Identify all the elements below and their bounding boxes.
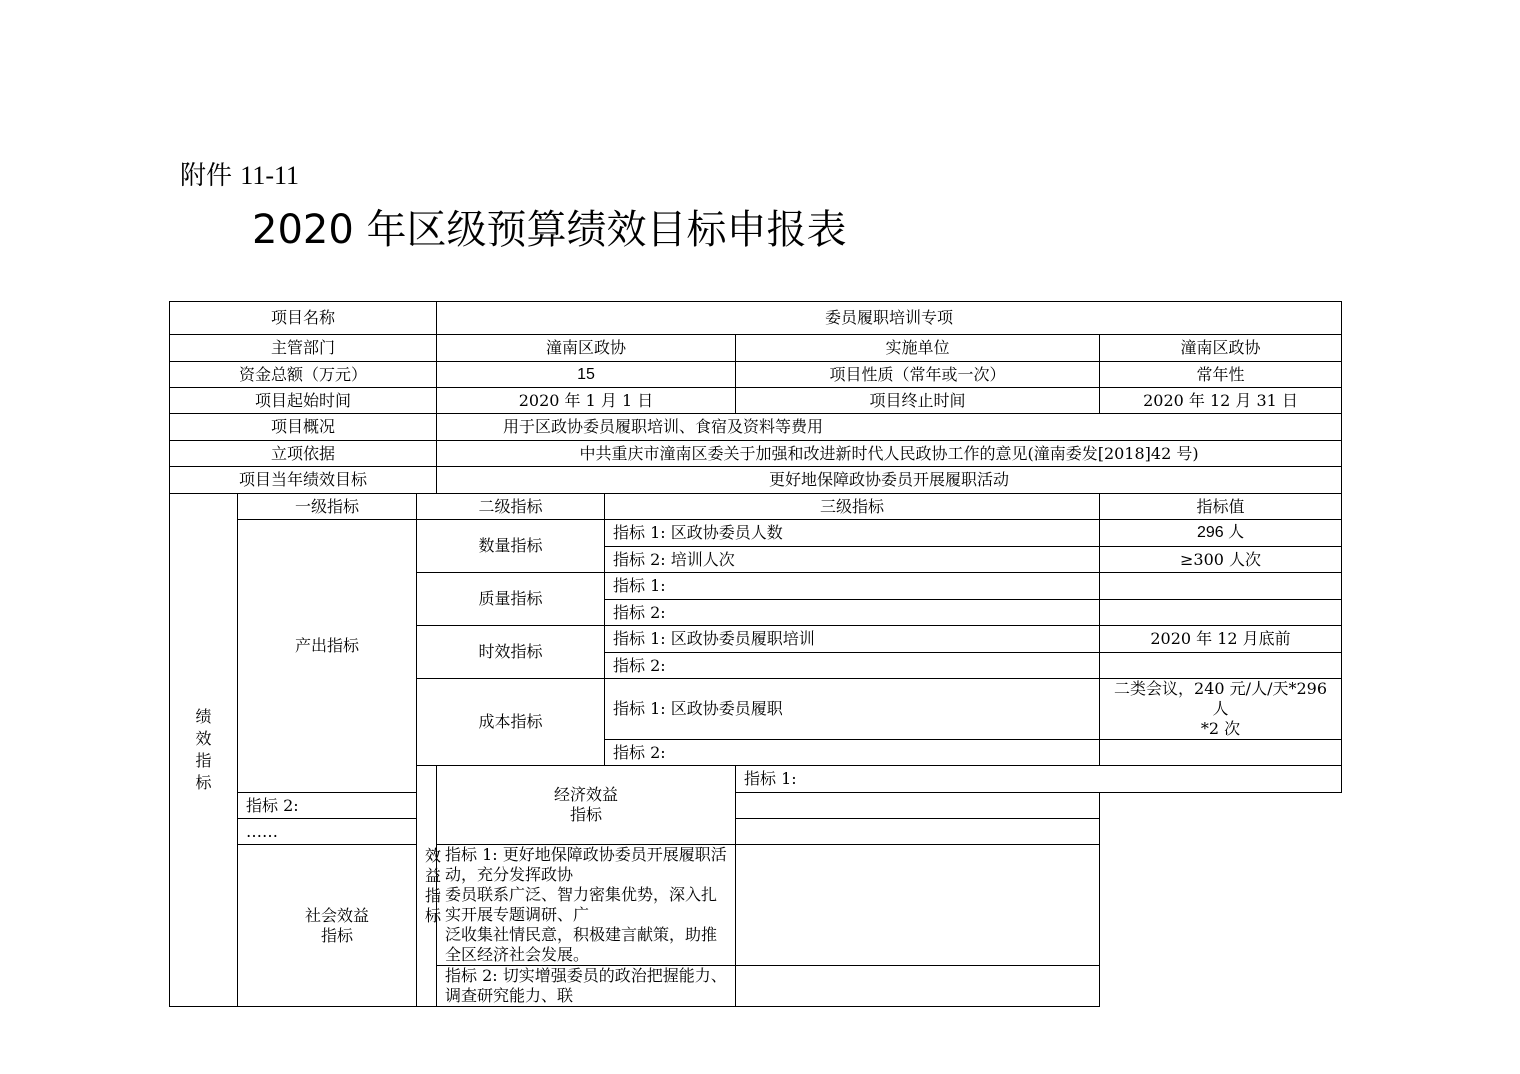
dept-label: 主管部门 (170, 335, 437, 362)
quality-indicator-1-value (1100, 573, 1342, 600)
attachment-number: 11-11 (240, 161, 300, 190)
economic-indicator-more-value (736, 819, 1100, 845)
row-indicator-header (170, 494, 1342, 520)
benefit-indicator-label: 效益指标 (417, 766, 437, 1007)
cost-indicator-1: 指标 1: 区政协委员履职 (605, 679, 1100, 740)
cost-value-line1: 二类会议，240 元/人/天*296 人 (1114, 679, 1327, 718)
start-value: 2020 年 1 月 1 日 (437, 388, 736, 414)
economic-indicator-2: 指标 2: (238, 793, 437, 819)
fund-value: 15 (437, 362, 736, 388)
quality-indicator-2-value (1100, 600, 1342, 626)
goal-label: 项目当年绩效目标 (170, 467, 437, 494)
quality-indicator-2: 指标 2: (605, 600, 1100, 626)
timeliness-indicator-1: 指标 1: 区政协委员履职培训 (605, 626, 1100, 653)
col-level1-header: 一级指标 (238, 494, 417, 520)
quantity-indicator-label: 数量指标 (417, 520, 605, 573)
overview-value: 用于区政协委员履职培训、食宿及资料等费用 (437, 414, 1342, 441)
row-basis (170, 441, 1342, 467)
social-indicator-label (238, 845, 437, 1007)
goal-value: 更好地保障政协委员开展履职活动 (437, 467, 1342, 494)
overview-label: 项目概况 (170, 414, 437, 441)
quantity-indicator-2: 指标 2: 培训人次 (605, 547, 1100, 573)
row-fund (170, 362, 1342, 388)
economic-indicator-more: …… (238, 819, 437, 845)
quantity-indicator-1-value: 296 人 (1100, 520, 1342, 547)
economic-indicator-2-value (736, 793, 1100, 819)
social-indicator-2: 指标 2: 切实增强委员的政治把握能力、调查研究能力、联 (437, 966, 736, 1007)
attachment-prefix: 附件 (180, 161, 233, 191)
row-economic-2 (170, 793, 1342, 819)
attachment-label (180, 155, 299, 192)
col-level2-header: 二级指标 (417, 494, 605, 520)
economic-label-line2: 指标 (570, 805, 603, 824)
project-name-value: 委员履职培训专项 (437, 302, 1342, 335)
col-value-header: 指标值 (1100, 494, 1342, 520)
timeliness-indicator-label: 时效指标 (417, 626, 605, 679)
row-quantity-1 (170, 520, 1342, 547)
timeliness-indicator-2: 指标 2: (605, 653, 1100, 679)
row-goal (170, 467, 1342, 494)
cost-indicator-2: 指标 2: (605, 740, 1100, 766)
timeliness-indicator-1-value: 2020 年 12 月底前 (1100, 626, 1342, 653)
row-economic-more (170, 819, 1342, 845)
quantity-indicator-2-value: ≥300 人次 (1100, 547, 1342, 573)
timeliness-indicator-2-value (1100, 653, 1342, 679)
row-department (170, 335, 1342, 362)
quality-indicator-1: 指标 1: (605, 573, 1100, 600)
row-period (170, 388, 1342, 414)
cost-indicator-1-value (1100, 679, 1342, 740)
basis-label: 立项依据 (170, 441, 437, 467)
economic-indicator-1: 指标 1: (736, 766, 1342, 793)
basis-value: 中共重庆市潼南区委关于加强和改进新时代人民政协工作的意见(潼南委发[2018]42 号) (437, 441, 1342, 467)
social-1-line1: 指标 1: 更好地保障政协委员开展履职活动，充分发挥政协 (445, 845, 727, 884)
quantity-indicator-1: 指标 1: 区政协委员人数 (605, 520, 1100, 547)
cost-indicator-2-value (1100, 740, 1342, 766)
document-title: 2020 年区级预算绩效目标申报表 (252, 207, 847, 253)
project-name-label: 项目名称 (170, 302, 437, 335)
social-1-line3: 泛收集社情民意，积极建言献策，助推全区经济社会发展。 (445, 925, 718, 964)
social-label-line2: 指标 (321, 925, 354, 945)
cost-indicator-label: 成本指标 (417, 679, 605, 766)
social-label-line1: 社会效益 (305, 905, 370, 925)
end-value: 2020 年 12 月 31 日 (1100, 388, 1342, 414)
economic-label-line1: 经济效益 (554, 785, 619, 804)
cost-value-line2: *2 次 (1200, 719, 1241, 738)
row-project-name (170, 302, 1342, 335)
social-indicator-1 (437, 845, 736, 966)
social-1-line2: 委员联系广泛、智力密集优势，深入扎实开展专题调研、广 (445, 885, 718, 924)
row-social-1 (170, 845, 1342, 966)
output-indicator-label: 产出指标 (238, 520, 417, 793)
impl-unit-label: 实施单位 (736, 335, 1100, 362)
social-indicator-1-value (736, 845, 1100, 966)
budget-target-table (169, 301, 1342, 1007)
nature-label: 项目性质（常年或一次） (736, 362, 1100, 388)
economic-indicator-label (437, 766, 736, 845)
dept-value: 潼南区政协 (437, 335, 736, 362)
indicator-side-label: 绩效指标 (170, 494, 238, 1007)
end-label: 项目终止时间 (736, 388, 1100, 414)
col-level3-header: 三级指标 (605, 494, 1100, 520)
nature-value: 常年性 (1100, 362, 1342, 388)
impl-unit-value: 潼南区政协 (1100, 335, 1342, 362)
quality-indicator-label: 质量指标 (417, 573, 605, 626)
fund-label: 资金总额（万元） (170, 362, 437, 388)
start-label: 项目起始时间 (170, 388, 437, 414)
row-overview (170, 414, 1342, 441)
social-indicator-2-value (736, 966, 1100, 1007)
